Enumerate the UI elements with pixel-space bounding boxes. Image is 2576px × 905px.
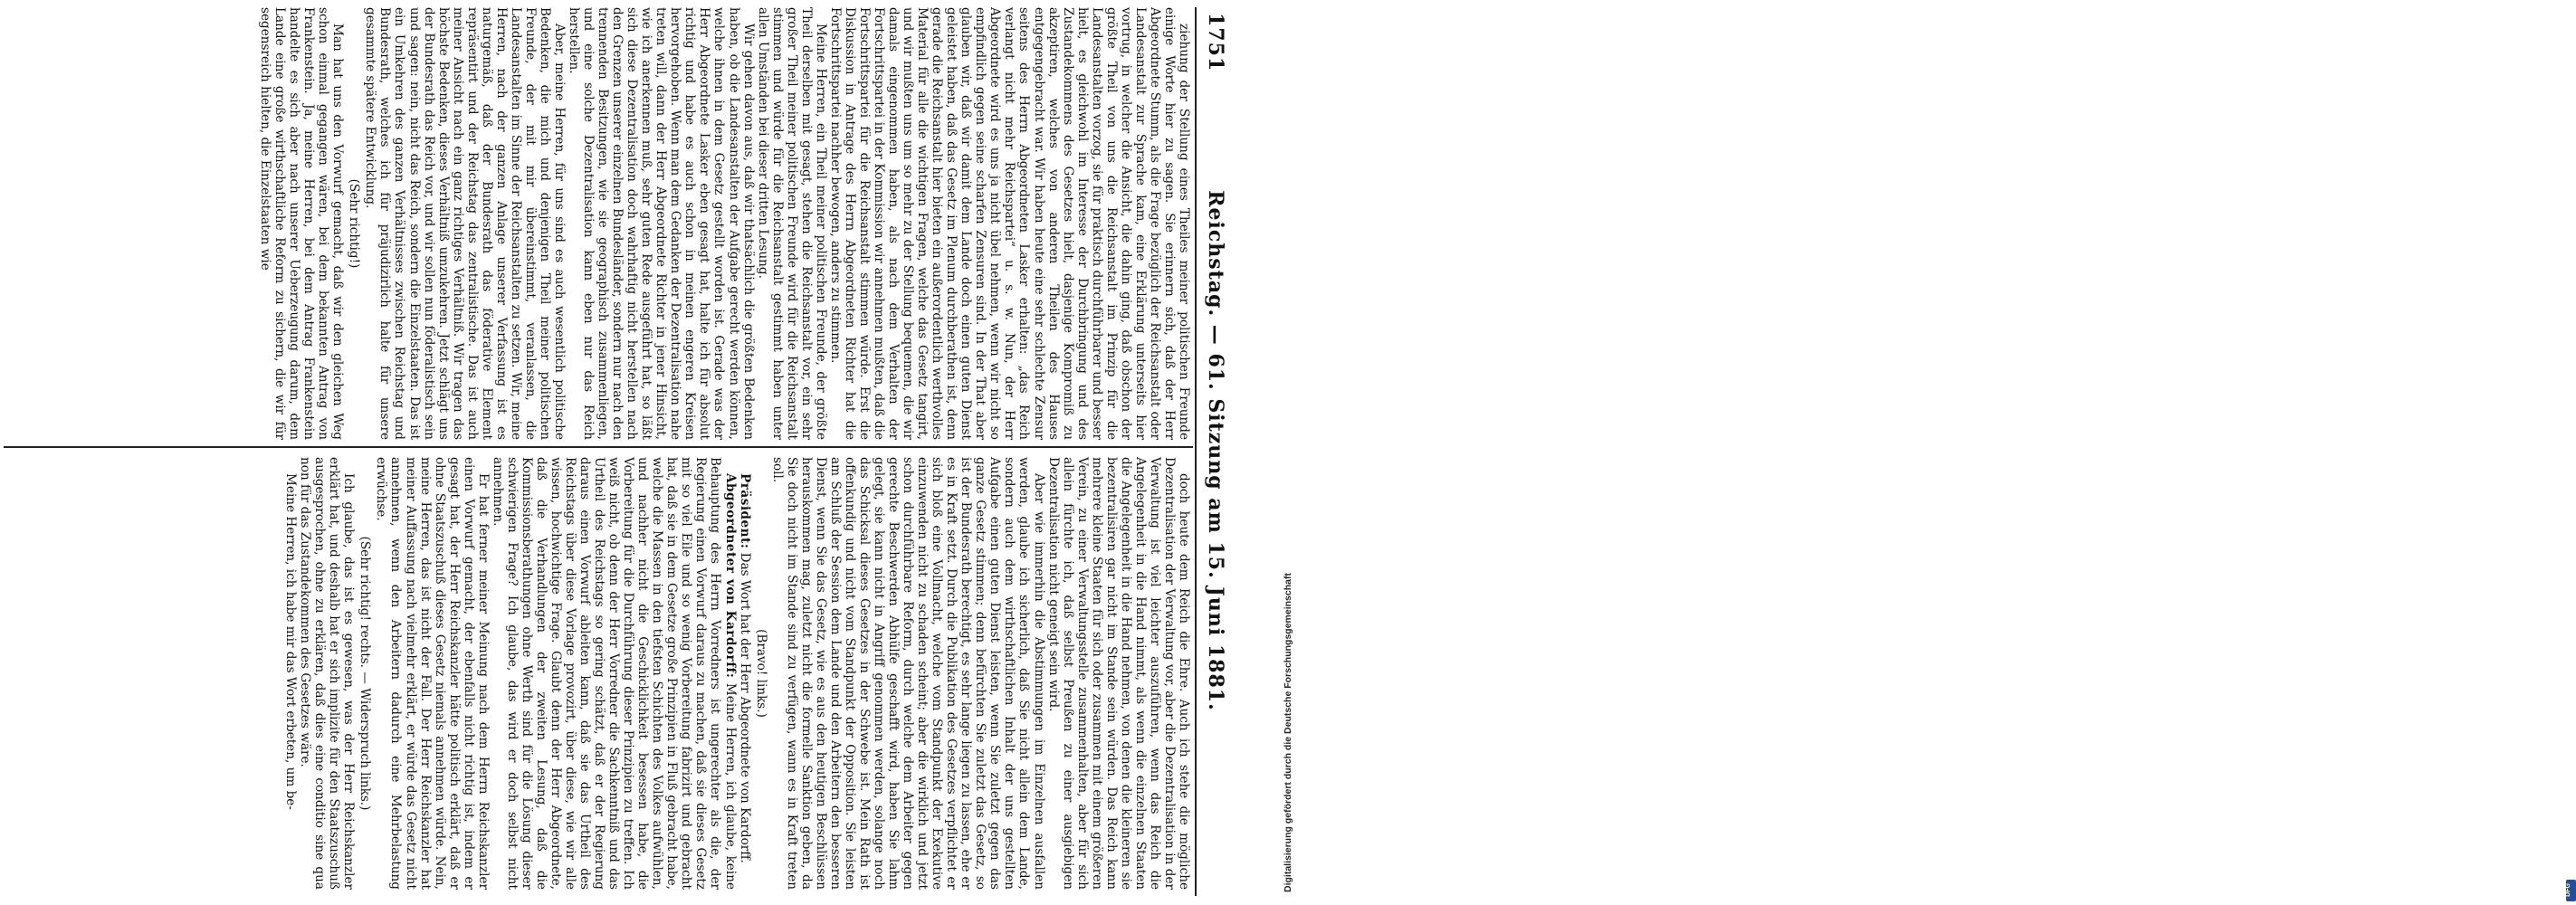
speaker-paragraph: Abgeordneter von Kardorff: Meine Herren, ich glaube, keine Behauptung des Herrn Vorredners ist ungerechter als die, der Regierung einen Vorwurf daraus zu machen, daß sie dieses Gesetz mit so viel Eile und so wenig Vorbereitung fabrizirt und gebracht hat, daß sie in dem Gesetze große Prinzipien in Fluß gebracht habe, welche die Massen in den tiefsten Schichten des Volkes aufwühlen, und nachher nicht die Geschicklichkeit besessen habe, die Vorbereitung für die Durchführung dieser Prinzipien zu treffen. Ich weiß nicht, ob denn der Herr Vorredner die Sachkenntniß und das Urtheil des Reichstags so gering schätzt, daß er der Regierung daraus einen Vorwurf ableiten kann, daß sie das Urtheil des Reichstags über diese Vorlage provozirt, über diese, wie wir alle wissen, hochwichtige Frage. Glaubt denn der Herr Abgeordnete, daß die Verhandlungen der zweiten Lesung, daß die Kommissionsberathungen ohne Werth sind für die Lösung dieser schwierigen Frage? Ich glaube, das wird er doch selbst nicht annehmen. <box>490 457 738 890</box>
right-text-column <box>7 457 1191 890</box>
paragraph: Aber, meine Herren, für uns sind es auch wesentlich politische Bedenken, die mich und denjenigen Theil meiner politischen Freunde, der mit mir übereinstimmt, veranlassen, die Landesanstalten im Sinne der Reichsanstalten zu setzen. Wir, meine Herren, nach der ganzen Anlage unserer Verfassung ist es naturgemäß, daß der Bundesrath das föderative Element repräsentirt und der Reichstag das zentralistische. Das ist auch meiner Ansicht nach ein ganz richtiges Verhältniß. Wir tragen das höchste Bedenken, dieses Verhältniß umzukehren. Jetzt schlägt uns der Bundesrath das Reich vor, und wir sollen nun föderalistisch sein und sagen: nein, nicht das Reich, sondern die Einzelstaaten. Das ist ein Umkehren des ganzen Verhältnisses zwischen Reichstag und Bundesrath, welches ich für präjudizirlich halte für unsere gesammte spätere Entwicklung. <box>363 7 567 440</box>
rotated-newspaper-page <box>0 0 1233 905</box>
page-title: Reichstag. — 61. Sitzung am 15. Juni 1881. <box>1204 190 1227 711</box>
paragraph: Meine Herren, ein Theil meiner politischen Freunde, der größte Theil derselben mit gesagt, stehen die Reichsanstalt vor, ein sehr großer Theil meiner politischen Freunde wird für die Reichsanstalt stimmen und würde für die Reichsanstalt gestimmt haben unter allen Umständen bei dieser dritten Lesung. <box>755 7 828 440</box>
running-head <box>1195 7 1231 894</box>
dfg-logo-text: DFG <box>2564 883 2571 897</box>
page-number: 1751 <box>1204 13 1227 72</box>
paragraph: Man hat uns den Vorwurf gemacht, daß wir den gleichen Weg schon einmal gegangen wären, bei dem bekannten Antrag von Frankenstein. Ja, meine Herren, bei dem Antrag Frankenstein handelte es sich aber nach unserer Ueberzeugung darum, dem Lande eine große wirthschaftliche Reform zu sichern, die wir für segensreich hielten, die Einzelstaaten wie <box>258 7 346 440</box>
speaker-paragraph: Präsident: Das Wort hat der Herr Abgeordnete von Kardorff. <box>737 473 752 863</box>
header-rule <box>1195 7 1197 896</box>
paragraph: doch heute dem Reich die Ehre. Auch ich stehe die mögliche Dezentralisation der Verwaltung vor, aber die Dezentralisation in der Verwaltung ist viel leichter auszuführen, wenn das Reich die Angelegenheit in die Hand nimmt, als wenn die einzelnen Staaten die Angelegenheit in die Hand nehmen, von denen die kleineren sie bezentralisiren gar nicht im Stande sein würden. Das Reich kann mehrere kleine Staaten für sich oder zusammen mit einem größeren Verein, zu einer Verwaltungsstelle zusammenhalten, aber für sich allein fürchte ich, daß selbst Preußen zu einer ausgiebigen Dezentralisation nicht geneigt sein wird. <box>1045 457 1191 890</box>
column-rule <box>4 446 1193 448</box>
dfg-logo <box>2566 880 2576 901</box>
interjection: (Sehr richtig!) <box>347 178 362 269</box>
speaker-name: Abgeordneter von Kardorff: <box>722 473 738 679</box>
digitization-note: Digitalisierung gefördert durch die Deutsche Forschungsgemeinschaft <box>1283 573 1293 892</box>
paragraph: ziehung der Stellung eines Theiles meiner politischen Freunde einige Worte hier zu sagen. Sie erinnern sich, daß der Herr Abgeordnete Stumm, als die Frage bezüglich der Reichsanstalt oder Landesanstalt zur Sprache kam, eine Erklärung unterseits hier vortrug, in welcher die Ansicht, die dahin ging, daß obschon der größte Theil von uns die Reichsanstalt im Prinzip für die Landesanstalten vorzog, sie für praktisch durchführbarer und besser hielt, es gleichwohl im Interesse der Durchbringung und des Zustandekommens des Gesetzes hielt, dasjenige Kompromiß zu akzeptiren, welches von anderen Theilen des Hauses entgegengebracht war. Wir haben heute eine sehr schlechte Zensur seitens des Herrn Abgeordneten Lasker erhalten: „das Reich verlangt nicht mehr Reichspartei“ u. s. w. Nun, der Herr Abgeordnete wird es uns ja nicht übel nehmen, wenn wir nicht so empfindlich gegen seine scharfen Zensuren sind. In der That aber glauben wir, daß wir damit dem Lande doch einen guten Dienst geleistet haben, daß das Gesetz im Plenum durchberathen ist, denn gerade die Reichsanstalt hier bieten ein außerordentlich werthvolles Material für alle die wichtigen Fragen, welche das Gesetz tangirt, und wir mußten uns um so mehr zu der Stellung bequemen, die wir damals eingenommen haben, als nach dem Verhalten der Fortschrittspartei in der Kommission wir annehmen mußten, daß die Fortschrittspartei für die Reichsanstalt stimmen würde. Erst die Diskussion in Antrage des Herrn Abgeordneten Richter hat die Fortschrittspartei nachher bewogen, anders zu stimmen. <box>827 7 1191 440</box>
paragraph: Er hat ferner meiner Meinung nach dem Herrn Reichskanzler einen Vorwurf gemacht, der ebenfalls nicht richtig ist, indem er gesagt hat, der Herr Reichskanzler hätte politisch erklärt, daß er ohne Staatszuschuß dieses Gesetz niemals annehmen würde. Nein, meine Herren, das ist nicht der Fall. Der Herr Reichskanzler hat meiner Auffassung nach vielmehr erklärt, er würde das Gesetz nicht annehmen, wenn den Arbeitern dadurch eine Mehrbelastung erwüchse. <box>374 457 491 890</box>
interjection: (Sehr richtig! rechts. — Widerspruch links.) <box>358 536 373 811</box>
speaker-name: Präsident: <box>737 473 752 549</box>
interjection: (Bravo! links.) <box>753 629 768 718</box>
paragraph: Ich glaube, das ist es gewesen, was der Herr Reichskanzler erklärt hat, und deshalb hat er sich implizite für den Staatszuschuß ausgesprochen, ohne zu erklären, daß dies eine conditio sine qua non für das Zustandekommen des Gesetzes wäre. <box>298 457 357 890</box>
paragraph: Wir gehen davon aus, daß wir thatsächlich die größten Bedenken haben, ob die Landesanstalten der Aufgabe gerecht werden können, welche ihnen in dem Gesetz gestellt worden ist. Gerade was der Herr Abgeordnete Lasker eben gesagt hat, halte ich für absolut richtig und habe es auch schon in meinen engeren Kreisen hervorgehoben. Wenn man dem Gedanken der Dezentralisation nahe treten will, dann der Herr Abgeordnete Richter in jener Hinsicht, wie ich anerkennen muß, sehr guten Rede ausgeführt hat, so läßt sich diese Dezentralisation doch wahrhaftig nicht herstellen nach den Grenzen unserer einzelnen Bundesländer, sondern nur nach den trennenden Besitzungen, wie sie geographisch zusammenliegen, und eine solche Dezentralisation kann eben nur das Reich herstellen. <box>567 7 756 440</box>
digitization-sidebar <box>1282 0 2571 905</box>
left-text-column <box>7 7 1191 440</box>
paragraph: Aber wie immerhin die Abstimmungen im Einzelnen ausfallen werden, glaube ich sicherlich, daß Sie nicht allein dem Lande, sondern auch dem wirthschaftlichen Inhalt der uns gestellten Aufgabe einen guten Dienst leisten, wenn Sie zuletzt gegen das ganze Gesetz stimmen; denn befürchten Sie zuletzt das Gesetz, so ist der Bundesrath berechtigt, es sehr lange liegen zu lassen, ehe er es in Kraft setzt. Durch die Publikation des Gesetzes verpflichtet er sich bloß eine Vollmacht, welche vom Standpunkt der Exekutive einzuwenden nicht zu schaden scheint; aber die wirklich und jetzt schon durchführbare Reform, durch welche dem Arbeiter gegen gerechte Beschwerden Abhülfe geschafft wird, haben Sie lahm gelegt, sie kann nicht in Angriff genommen werden, solange noch das Schicksal dieses Gesetzes in der Schwebe ist. Mein Rath ist offenkundig und nicht vom Standpunkt der Opposition. Sie leisten am Schluß der Session dem Lande und den Arbeitern den besseren Dienst, wenn Sie das Gesetz, wie es aus den heutigen Beschlüssen herauskommen mag, zuletzt nicht die formelle Sanktion geben, da Sie doch nicht im Stande sind zu verfügen, wann es in Kraft treten soll. <box>769 457 1046 890</box>
paragraph: Meine Herren, ich habe mir das Wort erbeten, um be- <box>283 473 299 810</box>
